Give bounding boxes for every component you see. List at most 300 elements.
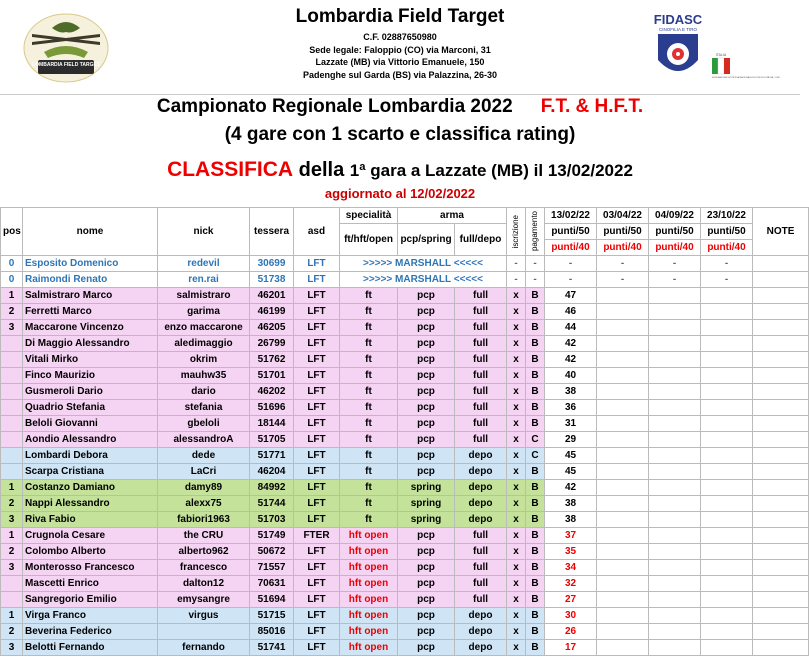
cell-score xyxy=(649,416,701,432)
cell-tessera: 18144 xyxy=(250,416,294,432)
cell-arma-2: full xyxy=(455,544,507,560)
cell-arma-2: full xyxy=(455,416,507,432)
cell-tessera: 51738 xyxy=(250,272,294,288)
cell-score xyxy=(597,528,649,544)
cell-arma-2: full xyxy=(455,368,507,384)
cell-pos: 3 xyxy=(1,320,23,336)
cell-pos xyxy=(1,368,23,384)
table-row xyxy=(1,576,809,592)
cell-pos xyxy=(1,464,23,480)
table-row xyxy=(1,560,809,576)
cell-nick: enzo maccarone xyxy=(158,320,250,336)
cell-score-1: 30 xyxy=(545,608,597,624)
championship-subtitle: (4 gare con 1 scarto e classifica rating) xyxy=(224,124,576,145)
cell-asd: LFT xyxy=(294,640,340,656)
svg-text:FIDASC: FIDASC xyxy=(653,12,703,27)
cell-arma-1: pcp xyxy=(398,320,455,336)
cell-nick xyxy=(158,624,250,640)
cell-specialita: hft open xyxy=(340,576,398,592)
cell-nome: Finco Maurizio xyxy=(23,368,158,384)
cell-note xyxy=(753,416,809,432)
cell-nick: aledimaggio xyxy=(158,336,250,352)
cell-iscrizione: x xyxy=(507,624,526,640)
cell-nome: Esposito Domenico xyxy=(23,256,158,272)
cell-nome: Raimondi Renato xyxy=(23,272,158,288)
cell-tessera: 46201 xyxy=(250,288,294,304)
cell-score xyxy=(701,480,753,496)
cell-note xyxy=(753,560,809,576)
cell-iscrizione: x xyxy=(507,288,526,304)
cell-specialita: ft xyxy=(340,400,398,416)
cell-iscrizione: x xyxy=(507,336,526,352)
cell-nick: ren.rai xyxy=(158,272,250,288)
cell-nome: Costanzo Damiano xyxy=(23,480,158,496)
cell-arma-2: full xyxy=(455,576,507,592)
col-date-2: 03/04/22 xyxy=(597,208,649,224)
cell-note xyxy=(753,576,809,592)
cell-specialita: ft xyxy=(340,512,398,528)
cell-tessera: 50672 xyxy=(250,544,294,560)
cell-nome: Virga Franco xyxy=(23,608,158,624)
cell-iscrizione: x xyxy=(507,368,526,384)
cell-tessera: 84992 xyxy=(250,480,294,496)
cell-arma-1: pcp xyxy=(398,416,455,432)
cell-score xyxy=(597,432,649,448)
championship-title xyxy=(0,96,800,118)
cell-score xyxy=(597,512,649,528)
cell-specialita: hft open xyxy=(340,592,398,608)
cell-tessera: 26799 xyxy=(250,336,294,352)
cell-arma-1: spring xyxy=(398,512,455,528)
cell-arma-2: depo xyxy=(455,480,507,496)
table-header-row-1 xyxy=(1,208,809,224)
cell-nick: fernando xyxy=(158,640,250,656)
cell-nick: mauhw35 xyxy=(158,368,250,384)
col-pagamento: pagamento xyxy=(526,208,545,256)
cell-arma-2: full xyxy=(455,528,507,544)
cell-score-1: 42 xyxy=(545,480,597,496)
cell-asd: LFT xyxy=(294,304,340,320)
cell-note xyxy=(753,496,809,512)
cell-nome: Gusmeroli Dario xyxy=(23,384,158,400)
cell-asd: LFT xyxy=(294,352,340,368)
cell-score-1: 36 xyxy=(545,400,597,416)
cell-score xyxy=(597,288,649,304)
cell-nome: Riva Fabio xyxy=(23,512,158,528)
cell-arma-2: full xyxy=(455,304,507,320)
cell-nome: Beverina Federico xyxy=(23,624,158,640)
col-specialita: specialità xyxy=(340,208,398,224)
cell-note xyxy=(753,400,809,416)
cell-iscrizione: x xyxy=(507,304,526,320)
svg-text:ITALIA: ITALIA xyxy=(715,53,727,57)
cell-nick: dalton12 xyxy=(158,576,250,592)
cell-arma-2: depo xyxy=(455,496,507,512)
cell-nome: Colombo Alberto xyxy=(23,544,158,560)
cell-note xyxy=(753,480,809,496)
cell-specialita: hft open xyxy=(340,560,398,576)
cell-pagamento: B xyxy=(526,416,545,432)
cell-pagamento: B xyxy=(526,304,545,320)
cell-score xyxy=(597,304,649,320)
cell-score xyxy=(701,384,753,400)
cell-score-1: 44 xyxy=(545,320,597,336)
col-pos: pos xyxy=(1,208,23,256)
cell-nome: Nappi Alessandro xyxy=(23,496,158,512)
cell-iscrizione: x xyxy=(507,416,526,432)
cell-score-1: 31 xyxy=(545,416,597,432)
table-row xyxy=(1,448,809,464)
cell-asd: LFT xyxy=(294,432,340,448)
cell-nome: Sangregorio Emilio xyxy=(23,592,158,608)
cell-asd: LFT xyxy=(294,272,340,288)
cell-iscrizione: x xyxy=(507,352,526,368)
cell-pos xyxy=(1,400,23,416)
cell-asd: LFT xyxy=(294,592,340,608)
cell-note xyxy=(753,592,809,608)
table-row xyxy=(1,624,809,640)
cell-pagamento: B xyxy=(526,368,545,384)
cell-arma-1: pcp xyxy=(398,336,455,352)
cell-score xyxy=(649,352,701,368)
cell-note xyxy=(753,448,809,464)
cell-score xyxy=(649,624,701,640)
cell-arma-1: pcp xyxy=(398,384,455,400)
cell-pagamento: B xyxy=(526,544,545,560)
cell-score: - xyxy=(649,272,701,288)
cell-score: - xyxy=(545,272,597,288)
cell-pos: 2 xyxy=(1,624,23,640)
svg-text:CINOFILIA E TIRO: CINOFILIA E TIRO xyxy=(659,27,697,32)
table-row xyxy=(1,496,809,512)
org-address-2: Lazzate (MB) via Vittorio Emanuele, 150 xyxy=(315,57,485,67)
cell-score xyxy=(597,544,649,560)
cell-arma-2: depo xyxy=(455,464,507,480)
cell-score xyxy=(649,320,701,336)
table-row xyxy=(1,304,809,320)
cell-specialita: hft open xyxy=(340,608,398,624)
cell-iscrizione: x xyxy=(507,560,526,576)
cell-pos: 3 xyxy=(1,560,23,576)
punti50-3: punti/50 xyxy=(649,224,701,240)
cell-tessera: 51701 xyxy=(250,368,294,384)
table-row xyxy=(1,592,809,608)
cell-asd: LFT xyxy=(294,464,340,480)
cell-specialita: ft xyxy=(340,288,398,304)
cell-nick: alessandroA xyxy=(158,432,250,448)
cell-specialita: ft xyxy=(340,416,398,432)
cell-arma-2: full xyxy=(455,592,507,608)
cell-asd: LFT xyxy=(294,256,340,272)
cell-iscrizione: x xyxy=(507,480,526,496)
cell-nick: stefania xyxy=(158,400,250,416)
cell-score xyxy=(597,384,649,400)
cell-asd: LFT xyxy=(294,560,340,576)
cell-nick: redevil xyxy=(158,256,250,272)
cell-score-1: 38 xyxy=(545,512,597,528)
cell-pos: 1 xyxy=(1,288,23,304)
cell-iscrizione: x xyxy=(507,512,526,528)
championship-discipline: F.T. & H.F.T. xyxy=(540,96,644,117)
cell-score xyxy=(701,336,753,352)
cell-score xyxy=(701,544,753,560)
cell-arma-1: pcp xyxy=(398,560,455,576)
cell-specialita: ft xyxy=(340,368,398,384)
cell-score xyxy=(701,304,753,320)
cell-note xyxy=(753,256,809,272)
cell-score-1: 38 xyxy=(545,496,597,512)
cell-arma-1: pcp xyxy=(398,368,455,384)
cell-note xyxy=(753,432,809,448)
col-date-1: 13/02/22 xyxy=(545,208,597,224)
cell-score xyxy=(597,624,649,640)
cell-tessera: 51696 xyxy=(250,400,294,416)
cell-pagamento: B xyxy=(526,320,545,336)
punti40-1: punti/40 xyxy=(545,240,597,256)
della-label: della xyxy=(298,159,345,181)
cell-nick: francesco xyxy=(158,560,250,576)
cell-score xyxy=(597,592,649,608)
cell-tessera: 51705 xyxy=(250,432,294,448)
ranking-title xyxy=(0,158,800,182)
cell-score xyxy=(649,544,701,560)
championship-name: Campionato Regionale Lombardia 2022 xyxy=(156,96,513,117)
table-row xyxy=(1,400,809,416)
cell-arma-1: spring xyxy=(398,480,455,496)
cell-arma-1: pcp xyxy=(398,432,455,448)
cell-score-1: 40 xyxy=(545,368,597,384)
cell-score xyxy=(649,336,701,352)
cell-pos xyxy=(1,416,23,432)
cell-nick: damy89 xyxy=(158,480,250,496)
cell-pos xyxy=(1,432,23,448)
cell-pagamento: - xyxy=(526,256,545,272)
cell-arma-2: full xyxy=(455,336,507,352)
cell-score xyxy=(649,640,701,656)
table-row xyxy=(1,528,809,544)
cell-arma-1: pcp xyxy=(398,544,455,560)
cell-arma-1: pcp xyxy=(398,304,455,320)
cell-nick: the CRU xyxy=(158,528,250,544)
cell-tessera: 51715 xyxy=(250,608,294,624)
cell-specialita: hft open xyxy=(340,528,398,544)
cell-iscrizione: x xyxy=(507,320,526,336)
cell-iscrizione: x xyxy=(507,384,526,400)
cell-pos xyxy=(1,336,23,352)
cell-score-1: 47 xyxy=(545,288,597,304)
punti50-1: punti/50 xyxy=(545,224,597,240)
cell-asd: LFT xyxy=(294,624,340,640)
col-tessera: tessera xyxy=(250,208,294,256)
cell-score xyxy=(649,304,701,320)
cell-asd: LFT xyxy=(294,368,340,384)
cell-arma-2: full xyxy=(455,432,507,448)
cell-nome: Scarpa Cristiana xyxy=(23,464,158,480)
cell-tessera: 51703 xyxy=(250,512,294,528)
svg-text:LOMBARDIA FIELD TARGET: LOMBARDIA FIELD TARGET xyxy=(32,62,100,68)
cell-specialita: ft xyxy=(340,464,398,480)
cell-tessera: 51694 xyxy=(250,592,294,608)
cell-arma-2: full xyxy=(455,384,507,400)
cell-arma-1: pcp xyxy=(398,448,455,464)
cell-asd: LFT xyxy=(294,416,340,432)
cell-asd: LFT xyxy=(294,480,340,496)
cell-pos: 0 xyxy=(1,256,23,272)
cell-score-1: 45 xyxy=(545,464,597,480)
cell-score xyxy=(701,496,753,512)
cell-nick: gbeloli xyxy=(158,416,250,432)
cell-tessera: 46204 xyxy=(250,464,294,480)
cell-score xyxy=(701,400,753,416)
cell-note xyxy=(753,272,809,288)
cell-specialita: hft open xyxy=(340,640,398,656)
cell-nome: Quadrio Stefania xyxy=(23,400,158,416)
cell-iscrizione: x xyxy=(507,576,526,592)
cell-iscrizione: x xyxy=(507,592,526,608)
cell-asd: LFT xyxy=(294,448,340,464)
cell-arma-1: pcp xyxy=(398,592,455,608)
cell-arma-1: pcp xyxy=(398,528,455,544)
cell-score xyxy=(597,320,649,336)
cell-score xyxy=(701,576,753,592)
cell-pagamento: B xyxy=(526,512,545,528)
cell-specialita: ft xyxy=(340,384,398,400)
cell-score: - xyxy=(545,256,597,272)
col-spec-sub: ft/hft/open xyxy=(340,224,398,256)
cell-pagamento: B xyxy=(526,608,545,624)
cell-pos: 1 xyxy=(1,480,23,496)
cell-pagamento: B xyxy=(526,464,545,480)
table-row xyxy=(1,320,809,336)
cell-arma-1: pcp xyxy=(398,352,455,368)
cell-score xyxy=(701,512,753,528)
cell-asd: LFT xyxy=(294,608,340,624)
cell-asd: LFT xyxy=(294,336,340,352)
cell-note xyxy=(753,640,809,656)
cell-score-1: 35 xyxy=(545,544,597,560)
cell-iscrizione: x xyxy=(507,528,526,544)
cell-pos: 2 xyxy=(1,304,23,320)
cell-tessera: 85016 xyxy=(250,624,294,640)
cell-note xyxy=(753,624,809,640)
cell-arma-2: depo xyxy=(455,512,507,528)
cell-tessera: 51741 xyxy=(250,640,294,656)
cell-score-1: 42 xyxy=(545,336,597,352)
cell-score xyxy=(649,576,701,592)
cell-note xyxy=(753,464,809,480)
col-iscrizione: iscrizione xyxy=(507,208,526,256)
cell-iscrizione: x xyxy=(507,544,526,560)
cell-score-1: 45 xyxy=(545,448,597,464)
cell-nick: okrim xyxy=(158,352,250,368)
cell-arma-2: full xyxy=(455,560,507,576)
cell-tessera: 71557 xyxy=(250,560,294,576)
cell-pagamento: B xyxy=(526,400,545,416)
col-asd: asd xyxy=(294,208,340,256)
cell-arma-1: pcp xyxy=(398,464,455,480)
document-header xyxy=(0,0,800,95)
cell-iscrizione: - xyxy=(507,272,526,288)
cell-score: - xyxy=(597,256,649,272)
cell-note xyxy=(753,336,809,352)
table-row xyxy=(1,480,809,496)
cell-pos: 0 xyxy=(1,272,23,288)
cell-score xyxy=(701,608,753,624)
updated-date: aggiornato al 12/02/2022 xyxy=(324,186,476,201)
cell-arma-1: pcp xyxy=(398,400,455,416)
cell-nick: salmistraro xyxy=(158,288,250,304)
table-row xyxy=(1,384,809,400)
cell-pagamento: B xyxy=(526,640,545,656)
cell-note xyxy=(753,512,809,528)
cell-specialita: ft xyxy=(340,320,398,336)
cell-specialita: ft xyxy=(340,448,398,464)
cell-arma-1: pcp xyxy=(398,624,455,640)
cell-arma-2: full xyxy=(455,400,507,416)
cell-iscrizione: x xyxy=(507,640,526,656)
cell-nick: LaCri xyxy=(158,464,250,480)
cell-score-1: 29 xyxy=(545,432,597,448)
cell-pagamento: B xyxy=(526,624,545,640)
cell-iscrizione: - xyxy=(507,256,526,272)
cell-specialita: ft xyxy=(340,496,398,512)
cell-score xyxy=(701,448,753,464)
cell-score xyxy=(649,448,701,464)
cell-note xyxy=(753,304,809,320)
table-row-marshall xyxy=(1,272,809,288)
cell-iscrizione: x xyxy=(507,496,526,512)
table-row xyxy=(1,464,809,480)
cell-score xyxy=(649,528,701,544)
race-description: 1ª gara a Lazzate (MB) il 13/02/2022 xyxy=(349,161,633,180)
cell-note xyxy=(753,528,809,544)
table-row-marshall xyxy=(1,256,809,272)
cell-pos xyxy=(1,592,23,608)
cell-arma-1: pcp xyxy=(398,608,455,624)
cell-tessera: 51749 xyxy=(250,528,294,544)
cell-score xyxy=(597,496,649,512)
table-row xyxy=(1,640,809,656)
ranking-table xyxy=(0,207,809,656)
cell-pos: 3 xyxy=(1,512,23,528)
cell-note xyxy=(753,368,809,384)
cell-pagamento: B xyxy=(526,496,545,512)
cell-marshall: >>>>> MARSHALL <<<<< xyxy=(340,256,507,272)
cell-score xyxy=(597,416,649,432)
cell-nick: dede xyxy=(158,448,250,464)
cell-asd: LFT xyxy=(294,400,340,416)
cell-note xyxy=(753,288,809,304)
col-arma: arma xyxy=(398,208,507,224)
cell-marshall: >>>>> MARSHALL <<<<< xyxy=(340,272,507,288)
cell-nick: alberto962 xyxy=(158,544,250,560)
table-row xyxy=(1,432,809,448)
col-date-4: 23/10/22 xyxy=(701,208,753,224)
cell-arma-1: pcp xyxy=(398,288,455,304)
fidasc-logo xyxy=(652,10,780,86)
cell-asd: LFT xyxy=(294,512,340,528)
table-row xyxy=(1,544,809,560)
table-row xyxy=(1,512,809,528)
cell-nome: Aondio Alessandro xyxy=(23,432,158,448)
cell-pagamento: B xyxy=(526,336,545,352)
cell-asd: LFT xyxy=(294,384,340,400)
cell-pos xyxy=(1,352,23,368)
cell-nome: Ferretti Marco xyxy=(23,304,158,320)
cell-nome: Beloli Giovanni xyxy=(23,416,158,432)
cell-score xyxy=(649,560,701,576)
cell-asd: LFT xyxy=(294,544,340,560)
